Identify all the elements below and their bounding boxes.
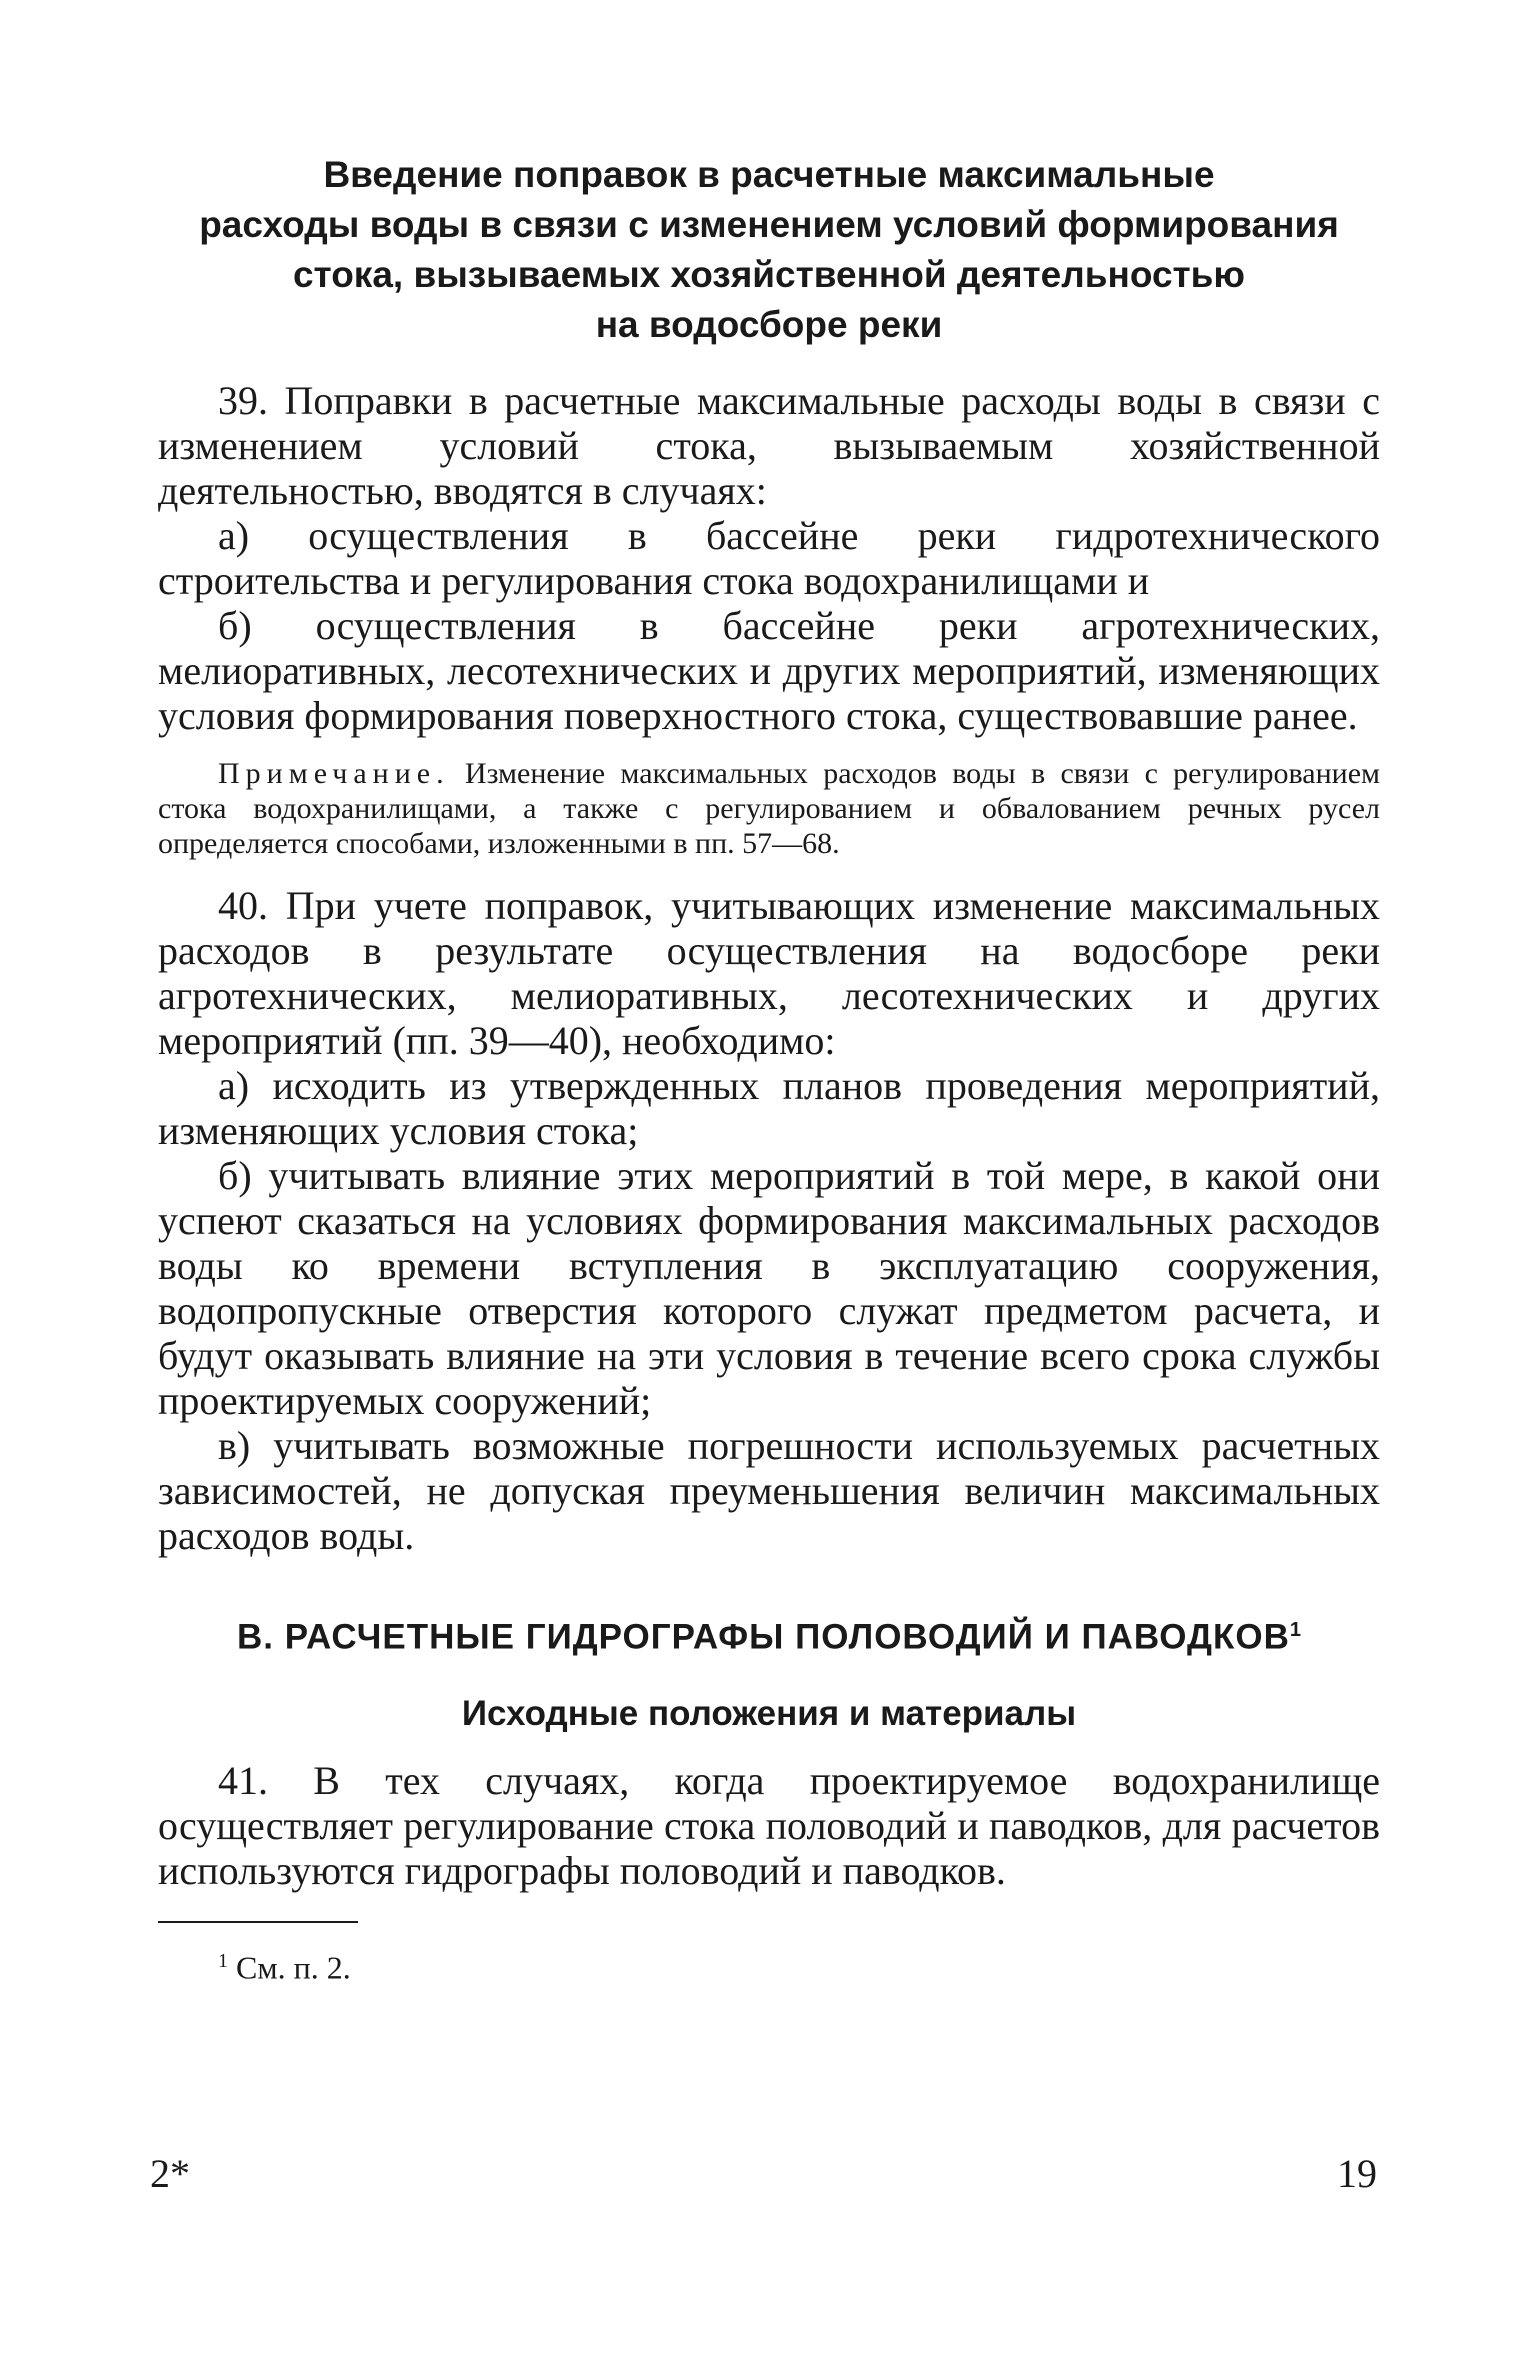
paragraph-39-intro: 39. Поправки в расчетные максимальные расходы воды в связи с изменением условий стока, вызываемым хозяйственной деятельностью, вводятся в случаях:: [158, 378, 1380, 513]
heading-line: расходы воды в связи с изменением условий формирования: [199, 204, 1339, 245]
page-number: 19: [1337, 2151, 1377, 2196]
note-label: Примечание.: [218, 757, 450, 790]
footnote-divider: [158, 1921, 358, 1923]
subsection-heading: Исходные положения и материалы: [461, 1693, 1077, 1733]
paragraph-40-item-a: а) исходить из утвержденных планов проведения мероприятий, изменяющих условия стока;: [158, 1063, 1380, 1153]
note-text: Изменение максимальных расходов воды в связи с регулированием стока водохранилищами, а также с регулированием и обвалованием речных русел определяется способами, изложенными в пп. 57—68.: [158, 757, 1381, 860]
chapter-heading: [158, 1606, 1380, 1662]
heading-line: Введение поправок в расчетные максимальные: [323, 154, 1215, 195]
printer-signature: 2*: [150, 2151, 190, 2196]
footnote: [158, 1941, 1380, 1988]
heading-line: стока, вызываемых хозяйственной деятельностью: [292, 254, 1245, 295]
footnote-mark: 1: [218, 1949, 228, 1972]
footnote-text: См. п. 2.: [236, 1949, 351, 1986]
paragraph-40-intro: 40. При учете поправок, учитывающих изменение максимальных расходов в результате осуществления на водосборе реки агротехнических, мелиоративных, лесотехнических и других мероприятий (пп. 39—40), необходимо:: [158, 883, 1380, 1063]
paragraph-40-item-b: б) учитывать влияние этих мероприятий в той мере, в какой они успеют сказаться на условиях формирования максимальных расходов воды ко времени вступления в эксплуатацию сооружения, водопропускные отверстия которого служат предметом расчета, и будут оказывать влияние на эти условия в течение всего срока службы проектируемых сооружений;: [158, 1153, 1380, 1423]
footnote-ref: 1: [1289, 1619, 1301, 1641]
heading-line: на водосборе реки: [595, 304, 943, 345]
chapter-title: В. РАСЧЕТНЫЕ ГИДРОГРАФЫ ПОЛОВОДИЙ И ПАВОДКОВ: [237, 1617, 1290, 1657]
note-block: [158, 756, 1380, 861]
paragraph-41: 41. В тех случаях, когда проектируемое водохранилище осуществляет регулирование стока половодий и паводков, для расчетов используются гидрографы половодий и паводков.: [158, 1757, 1380, 1893]
paragraph-40-item-c: в) учитывать возможные погрешности используемых расчетных зависимостей, не допуская преуменьшения величин максимальных расходов воды.: [158, 1423, 1380, 1558]
section-heading: [158, 150, 1380, 350]
paragraph-39-item-b: б) осуществления в бассейне реки агротехнических, мелиоративных, лесотехнических и других мероприятий, изменяющих условия формирования поверхностного стока, существовавшие ранее.: [158, 603, 1380, 738]
document-page: [158, 150, 1380, 1987]
paragraph-39-item-a: а) осуществления в бассейне реки гидротехнического строительства и регулирования стока водохранилищами и: [158, 513, 1380, 603]
